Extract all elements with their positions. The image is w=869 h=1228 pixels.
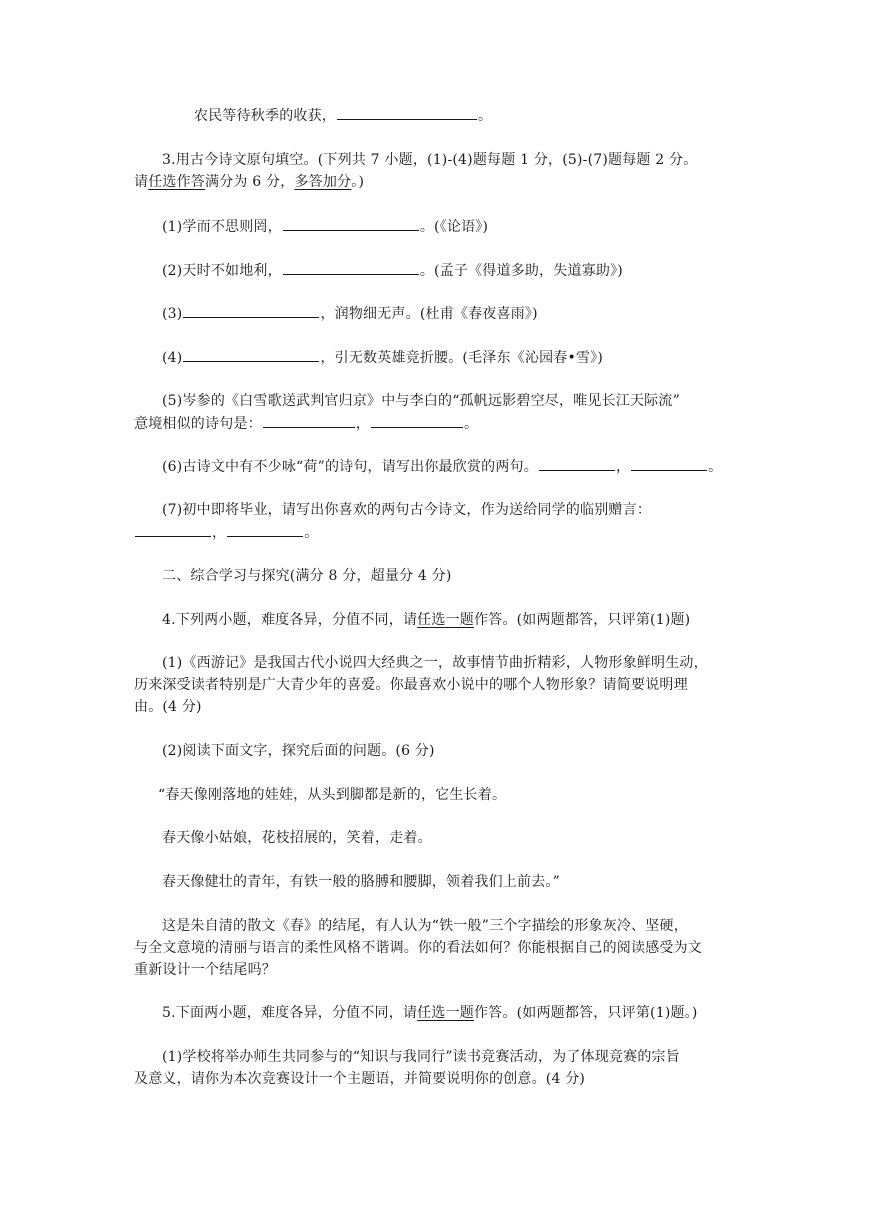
sub-question-5-cont <box>134 413 478 434</box>
question-4-sub-1-cont: 历来深受读者特别是广大青少年的喜爱。你最喜欢小说中的哪个人物形象？请简要说明理 <box>134 677 688 693</box>
sub-question-7: (7)初中即将毕业，请写出你喜欢的两句古今诗文，作为送给同学的临别赠言： <box>162 502 652 518</box>
question-4-sub-1-cont: 由。(4 分) <box>134 699 202 715</box>
line-text: (2)天时不如地利， <box>162 263 282 279</box>
question-5-sub-1-cont: 及意义，请你为本次竞赛设计一个主题语，并简要说明你的创意。(4 分) <box>134 1071 586 1087</box>
line-text: ， <box>212 525 227 541</box>
quote-line: 春天像小姑娘，花枝招展的，笑着，走着。 <box>162 830 432 846</box>
paragraph-line: 与全文意境的清丽与语言的柔性风格不谐调。你的看法如何？你能根据自己的阅读感受为文 <box>134 940 702 956</box>
answer-blank[interactable] <box>539 456 615 471</box>
sub-question-7-cont <box>134 522 318 543</box>
underlined-text: 多答加分 <box>294 174 352 190</box>
question-4-sub-2: (2)阅读下面文字，探究后面的问题。(6 分) <box>162 743 435 759</box>
line-text: 。) <box>351 174 365 190</box>
line-text: 。 <box>464 416 479 432</box>
question-3-instruction <box>134 172 364 192</box>
line-text: (6)古诗文中有不少咏“荷”的诗句，请写出你最欣赏的两句。 <box>162 459 538 475</box>
answer-blank[interactable] <box>337 105 477 120</box>
answer-blank[interactable] <box>183 303 319 318</box>
line-text: 作答。(如两题都答，只评第(1)题) <box>473 612 691 628</box>
question-4-sub-1: (1)《西游记》是我国古代小说四大经典之一，故事情节曲折精彩，人物形象鲜明生动， <box>162 655 708 671</box>
line-text: 。(孟子《得道多助，失道寡助》) <box>419 263 623 279</box>
text-line <box>194 105 492 126</box>
line-text: 。 <box>304 525 319 541</box>
line-text: (4) <box>162 350 183 366</box>
underlined-text: 任选一题 <box>417 612 474 628</box>
line-text: 满分为 6 分， <box>205 174 295 190</box>
answer-blank[interactable] <box>227 522 303 537</box>
quote-line: 春天像健壮的青年，有铁一般的胳膊和腰脚，领着我们上前去。” <box>162 874 560 890</box>
answer-blank[interactable] <box>183 347 319 362</box>
sub-question-4 <box>162 347 603 368</box>
line-text: (1)学而不思则罔， <box>162 219 282 235</box>
line-text: ， <box>355 416 371 432</box>
line-text: 作答。(如两题都答，只评第(1)题。) <box>473 1005 698 1021</box>
question-3-title: 3.用古今诗文原句填空。(下列共 7 小题，(1)-(4)题每题 1 分，(5)-(7)题每题 2 分。 <box>162 152 698 168</box>
line-text: 。 <box>708 459 723 475</box>
paragraph-line: 重新设计一个结尾吗？ <box>134 962 276 978</box>
underlined-text: 任选一题 <box>417 1005 474 1021</box>
sub-question-6 <box>162 456 722 477</box>
answer-blank[interactable] <box>283 216 419 231</box>
line-text: ，润物细无声。(杜甫《春夜喜雨》) <box>320 306 538 322</box>
answer-blank[interactable] <box>135 522 211 537</box>
line-text: (3) <box>162 306 183 322</box>
line-text: 意境相似的诗句是： <box>134 416 262 432</box>
answer-blank[interactable] <box>631 456 707 471</box>
question-5-title <box>162 1003 698 1023</box>
line-text: 。(《论语》) <box>419 219 489 235</box>
line-text: 。 <box>478 108 493 124</box>
answer-blank[interactable] <box>283 260 419 275</box>
line-text: 请 <box>134 174 149 190</box>
line-text: 5.下面两小题，难度各异，分值不同，请 <box>162 1005 418 1021</box>
underlined-text: 任选作答 <box>148 174 206 190</box>
answer-blank[interactable] <box>263 413 355 428</box>
sub-question-3 <box>162 303 538 324</box>
question-4-title <box>162 610 690 630</box>
question-5-sub-1: (1)学校将举办师生共同参与的“知识与我同行”读书竞赛活动，为了体现竞赛的宗旨 <box>162 1049 680 1065</box>
line-text: ，引无数英雄竞折腰。(毛泽东《沁园春•雪》) <box>320 350 604 366</box>
section-2-heading: 二、综合学习与探究(满分 8 分，超量分 4 分) <box>162 568 452 584</box>
paragraph-line: 这是朱自清的散文《春》的结尾，有人认为“铁一般”三个字描绘的形象灰冷、坚硬， <box>162 918 688 934</box>
line-text: ， <box>615 459 631 475</box>
answer-blank[interactable] <box>371 413 463 428</box>
sub-question-2 <box>162 260 623 281</box>
line-text: 4.下列两小题，难度各异，分值不同，请 <box>162 612 418 628</box>
line-text: 农民等待秋季的收获， <box>194 108 336 124</box>
quote-line: “春天像刚落地的娃娃，从头到脚都是新的，它生长着。 <box>158 787 507 803</box>
sub-question-1 <box>162 216 488 237</box>
sub-question-5: (5)岑参的《白雪歌送武判官归京》中与李白的“孤帆远影碧空尽，唯见长江天际流” <box>162 393 680 409</box>
